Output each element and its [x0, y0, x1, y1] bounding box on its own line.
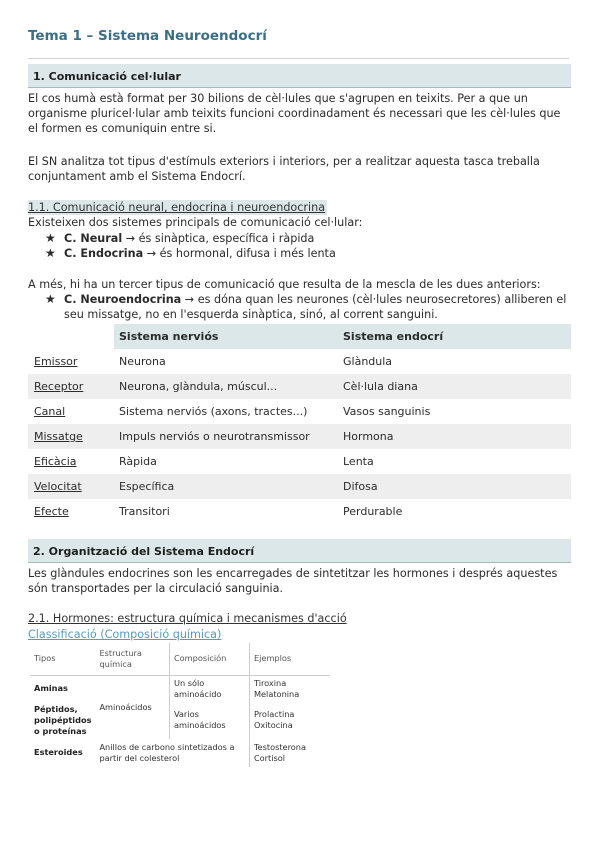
- paragraph-dos-sistemes: Existeixen dos sistemes principals de comunicació cel·lular:: [28, 216, 363, 229]
- cell-endocri: Hormona: [338, 424, 571, 449]
- cell-nervios: Transitori: [119, 505, 170, 518]
- composicion-un-solo: Un sólo aminoácido: [169, 675, 249, 702]
- header-estructura: Estructura química: [95, 643, 169, 675]
- page-title: Tema 1 – Sistema Neuroendocrí: [28, 28, 267, 44]
- header-ejemplos: Ejemplos: [249, 643, 330, 675]
- bullet-desc: → és hormonal, difusa i més lenta: [146, 247, 336, 260]
- paragraph-intro: El cos humà està format per 30 bilions de cèl·lules que s'agrupen en teixits. Per a que un organisme pluricel·lular amb teixits funcioni coordinadament és necessari que les cèl·lules que el formen es comuniquin entre si.: [28, 92, 561, 135]
- classification-row: [30, 739, 330, 767]
- bullet-term: C. Endocrina: [64, 247, 144, 260]
- table-header-blank: [28, 324, 114, 349]
- section-heading-comunicacio: 1. Comunicació cel·lular: [28, 64, 571, 88]
- table-header-nervios: Sistema nerviós: [114, 324, 338, 349]
- cell-nervios: Sistema nerviós (axons, tractes...): [119, 405, 308, 418]
- bullet-desc: → és sinàptica, específica i ràpida: [125, 232, 315, 245]
- bullet-term: C. Neuroendocrina: [64, 293, 182, 306]
- subheading-hormones: 2.1. Hormones: estructura química i mecanismes d'acció: [28, 612, 347, 625]
- table-row: [28, 424, 571, 449]
- cell-endocri: Lenta: [343, 455, 374, 468]
- header-tipos: Tipos: [30, 643, 95, 675]
- row-label: Canal: [34, 405, 66, 418]
- row-label: Eficàcia: [34, 455, 77, 468]
- table-row: [28, 499, 571, 524]
- row-label: Velocitat: [28, 474, 114, 499]
- table-row: [28, 449, 571, 474]
- paragraph-sn: El SN analitza tot tipus d'estímuls exteriors i interiors, per a realitzar aquesta tasca treballa conjuntament amb el Sistema Endocrí.: [28, 155, 540, 183]
- cell-nervios: Neurona: [119, 355, 166, 368]
- tipo-aminas: Aminas: [34, 683, 68, 693]
- subheading-comunicacio-neural: 1.1. Comunicació neural, endocrina i neuroendocrina: [28, 201, 326, 214]
- cell-endocri: Difosa: [338, 474, 571, 499]
- table-header-row: [28, 324, 571, 349]
- cell-nervios: Impuls nerviós o neurotransmissor: [114, 424, 338, 449]
- bullet-neuroendocrina: [45, 292, 571, 322]
- title-divider: [28, 58, 569, 59]
- table-header-endocri: Sistema endocrí: [338, 324, 571, 349]
- ejemplos-aminas: Tiroxina Melatonina: [249, 675, 330, 702]
- paragraph-glandules: Les glàndules endocrines son les encarregades de sintetitzar les hormones i després aquestes són transportades per la circulació sanguinia.: [28, 567, 558, 595]
- section-heading-organitzacio: 2. Organització del Sistema Endocrí: [28, 539, 571, 563]
- cell-nervios: Ràpida: [119, 455, 157, 468]
- link-classificacio[interactable]: Classificació (Composició química): [28, 628, 222, 641]
- comparison-table: [28, 324, 571, 524]
- tipo-peptidos: Péptidos, polipéptidos o proteínas: [34, 703, 92, 736]
- tipo-esteroides: Esteroides: [34, 747, 83, 757]
- paragraph-tercer-tipus: A més, hi ha un tercer tipus de comunicació que resulta de la mescla de les dues anteriors:: [28, 278, 541, 291]
- table-row: [28, 474, 571, 499]
- cell-endocri: Cèl·lula diana: [338, 374, 571, 399]
- ejemplos-peptidos: Prolactina Oxitocina: [249, 702, 330, 739]
- cell-nervios: Neurona, glàndula, múscul...: [114, 374, 338, 399]
- table-row: [28, 349, 571, 374]
- classification-row: [30, 702, 330, 739]
- table-row: [28, 399, 571, 424]
- bullet-term: C. Neural: [64, 232, 123, 245]
- bullet-desc: → es dóna quan les neurones (cèl·lules neurosecretores) alliberen el seu missatge, no en l'esquerda sinàptica, sinó, al corrent sanguini.: [64, 293, 567, 321]
- composicion-varios: Varios aminoácidos: [169, 702, 249, 739]
- star-icon: ★: [45, 231, 56, 245]
- header-composicion: Composición: [169, 643, 249, 675]
- estructura-anillos: Anillos de carbono sintetizados a partir del colesterol: [99, 741, 235, 763]
- row-label: Emissor: [34, 355, 78, 368]
- star-icon: ★: [45, 292, 56, 306]
- estructura-aminoacidos: Aminoácidos: [99, 701, 152, 712]
- classification-row: [30, 675, 330, 702]
- row-label: Missatge: [28, 424, 114, 449]
- cell-endocri: Glàndula: [343, 355, 393, 368]
- table-row: [28, 374, 571, 399]
- bullet-neural: [45, 231, 571, 246]
- classification-table: [30, 643, 330, 767]
- star-icon: ★: [45, 246, 56, 260]
- cell-endocri: Perdurable: [343, 505, 403, 518]
- cell-endocri: Vasos sanguinis: [343, 405, 431, 418]
- classification-header-row: [30, 643, 330, 675]
- cell-nervios: Específica: [114, 474, 338, 499]
- row-label: Receptor: [28, 374, 114, 399]
- bullet-endocrina: [45, 246, 571, 261]
- ejemplos-esteroides: Testosterona Cortisol: [249, 739, 330, 767]
- row-label: Efecte: [34, 505, 69, 518]
